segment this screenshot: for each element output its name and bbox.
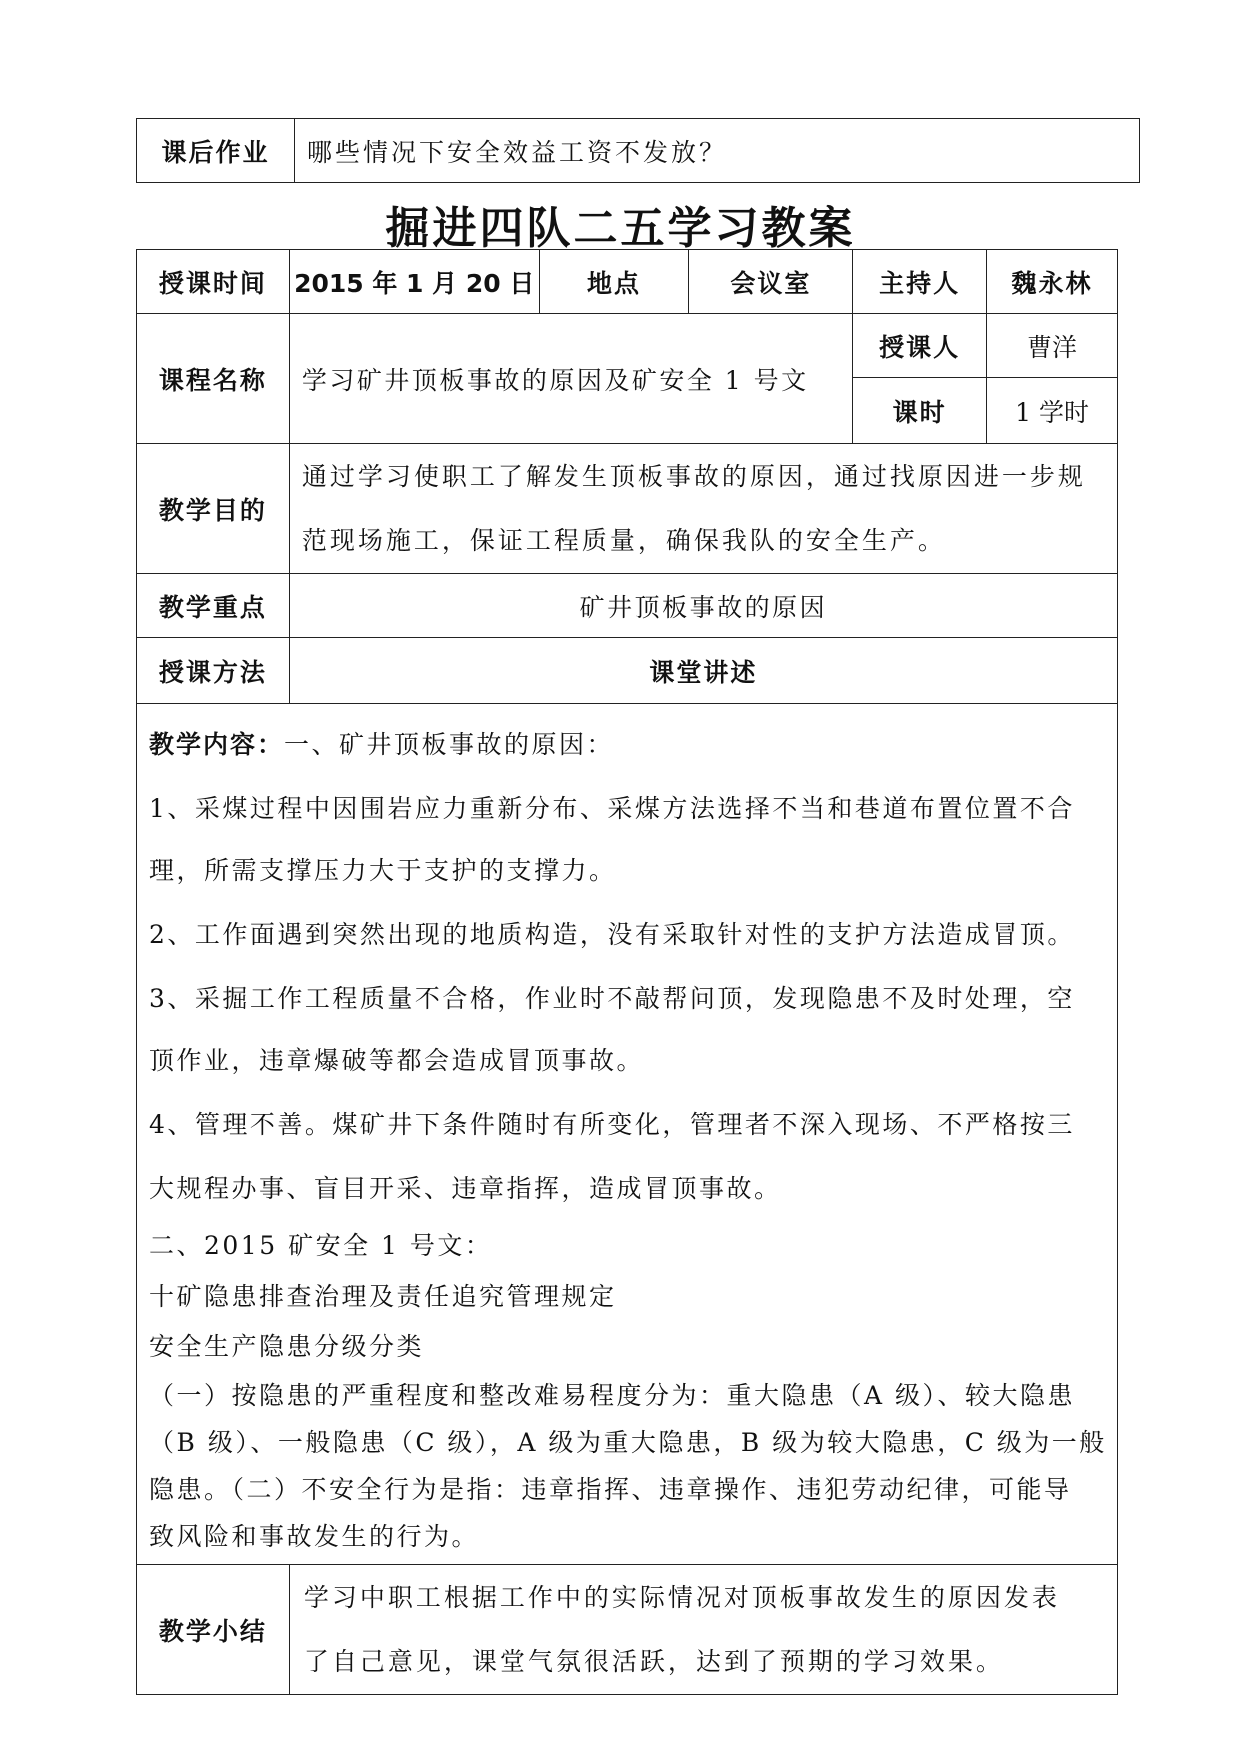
content-paragraph: 4、管理不善。煤矿井下条件随时有所变化，管理者不深入现场、不严格按三 — [149, 1110, 1075, 1139]
purpose-label: 教学目的 — [137, 444, 290, 574]
content-paragraph: 3、采掘工作工程质量不合格，作业时不敲帮问顶，发现隐患不及时处理，空 — [149, 984, 1075, 1013]
purpose-text — [289, 444, 1117, 574]
course-label: 课程名称 — [137, 314, 290, 444]
summary-line: 了自己意见，课堂气氛很活跃，达到了预期的学习效果。 — [303, 1646, 1004, 1676]
method-label: 授课方法 — [137, 638, 290, 704]
info-row — [137, 250, 1118, 314]
content-paragraph: 理，所需支撑压力大于支护的支撑力。 — [149, 856, 617, 885]
summary-label: 教学小结 — [137, 1565, 290, 1695]
time-value: 2015 年 1 月 20 日 — [289, 250, 539, 314]
teacher-label: 授课人 — [853, 314, 987, 378]
teacher-value: 曹洋 — [987, 314, 1118, 378]
hours-value: 1 学时 — [987, 378, 1118, 444]
host-value: 魏永林 — [987, 250, 1118, 314]
key-point-label: 教学重点 — [137, 574, 290, 638]
content-paragraph: 顶作业，违章爆破等都会造成冒顶事故。 — [149, 1046, 645, 1075]
homework-label: 课后作业 — [137, 119, 295, 183]
host-label: 主持人 — [853, 250, 987, 314]
place-value: 会议室 — [689, 250, 853, 314]
content-line: （B 级）、一般隐患（C 级），A 级为重大隐患，B 级为较大隐患，C 级为一般 — [149, 1428, 1107, 1457]
summary-line: 学习中职工根据工作中的实际情况对顶板事故发生的原因发表 — [303, 1582, 1060, 1612]
purpose-line: 范现场施工，保证工程质量，确保我队的安全生产。 — [301, 525, 946, 555]
content-line: 安全生产隐患分级分类 — [149, 1332, 425, 1361]
content-label: 教学内容： — [149, 730, 285, 759]
content-line: 十矿隐患排查治理及责任追究管理规定 — [149, 1282, 617, 1311]
hours-label: 课时 — [853, 378, 987, 444]
teaching-content — [137, 704, 1118, 1565]
content-paragraph: 大规程办事、盲目开采、违章指挥，造成冒顶事故。 — [149, 1174, 782, 1203]
content-heading-2: 二、2015 矿安全 1 号文： — [149, 1231, 493, 1260]
course-value: 学习矿井顶板事故的原因及矿安全 1 号文 — [289, 314, 852, 444]
method-value: 课堂讲述 — [289, 638, 1117, 704]
lesson-plan-table — [136, 249, 1118, 1695]
key-point-value: 矿井顶板事故的原因 — [289, 574, 1117, 638]
content-paragraph: 2、工作面遇到突然出现的地质构造，没有采取针对性的支护方法造成冒顶。 — [149, 920, 1075, 949]
content-line: 隐患。（二）不安全行为是指：违章指挥、违章操作、违犯劳动纪律，可能导 — [149, 1475, 1072, 1504]
page-title: 掘进四队二五学习教案 — [385, 203, 856, 254]
summary-text — [289, 1565, 1117, 1695]
content-line: （一）按隐患的严重程度和整改难易程度分为：重大隐患（A 级）、较大隐患 — [149, 1381, 1076, 1410]
content-paragraph: 1、采煤过程中因围岩应力重新分布、采煤方法选择不当和巷道布置位置不合 — [149, 794, 1075, 823]
place-label: 地点 — [539, 250, 689, 314]
purpose-line: 通过学习使职工了解发生顶板事故的原因，通过找原因进一步规 — [301, 461, 1086, 491]
time-label: 授课时间 — [137, 250, 290, 314]
content-line: 致风险和事故发生的行为。 — [149, 1522, 480, 1551]
homework-table — [136, 118, 1140, 183]
homework-text: 哪些情况下安全效益工资不发放？ — [295, 119, 1140, 183]
content-heading-1: 一、矿井顶板事故的原因： — [284, 730, 615, 759]
